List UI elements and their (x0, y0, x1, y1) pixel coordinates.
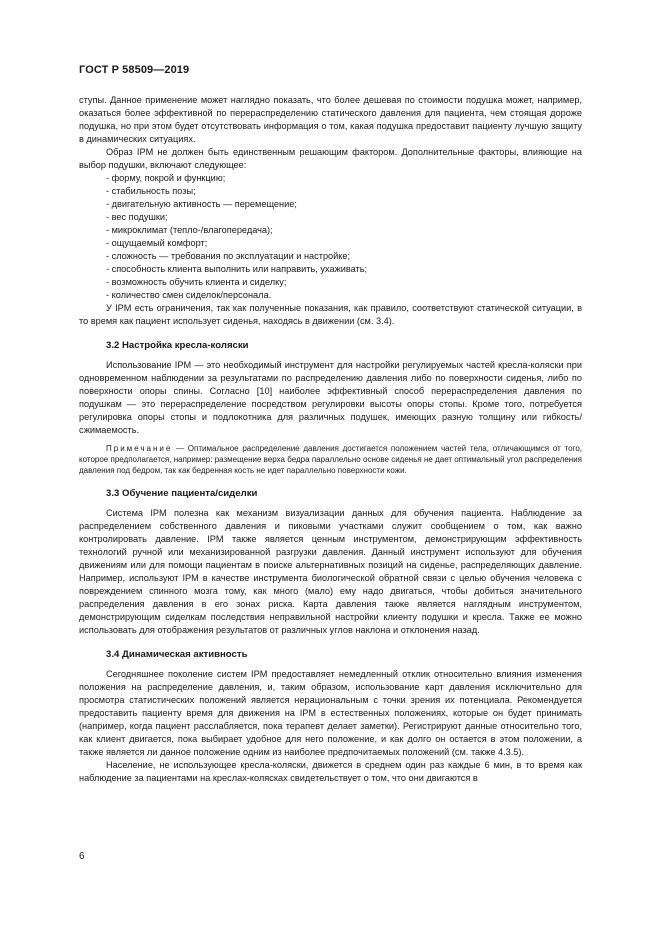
paragraph: Использование IPM — это необходимый инструмент для настройки регулируемых частей кресла-коляски при одновременном наблюдении за результатами по распределению давления либо по поверхности сиденья, либо по поверхности опоры спины. Согласно [10] наиболее эффективный способ перераспределения давления по подушкам — это перераспределение посредством регулировки высоты опоры стопы. Кроме того, потребуется регулировка опоры стопы и подлокотника для различных подушек, имеющих разную толщину или гибкость/сжимаемость. (79, 360, 582, 435)
list-item: - форму, покрой и функцию; (106, 173, 226, 183)
list-item: - стабильность позы; (106, 186, 196, 196)
section-heading: 3.2 Настройка кресла-коляски (106, 340, 249, 351)
list-item: - ощущаемый комфорт; (106, 238, 208, 248)
note-label: Примечание (106, 444, 173, 453)
page-number: 6 (79, 851, 85, 862)
paragraph: У IPM есть ограничения, так как полученные показания, как правило, соответствуют статической ситуации, в то время как пациент использует сиденья, находясь в движении (см. 3.4). (79, 303, 582, 326)
document-header: ГОСТ Р 58509—2019 (79, 64, 190, 76)
section-heading: 3.3 Обучение пациента/сиделки (106, 488, 258, 499)
list-item: - способность клиента выполнить или направить, ухаживать; (106, 264, 368, 274)
paragraph: ступы. Данное применение может наглядно показать, что более дешевая по стоимости подушка может, например, оказаться более эффективной по перераспределению статического давления для пациента, чем стоящая дороже подушка, но при этом будет отсутствовать информация о том, какая подушка предоставит пациенту лучшую защиту в динамических ситуациях. (79, 95, 582, 144)
note-text: — Оптимальное распределение давления достигается положением частей тела, отличающимся от того, которое предполагается, например: размещение верха бедра параллельно основе сиденья не дает оптимальный угол распределения давления под бедром, так как бедренная кость не идет параллельно поверхности кожи. (79, 444, 582, 475)
paragraph: Образ IPM не должен быть единственным решающим фактором. Дополнительные факторы, влияющие на выбор подушки, включают следующее: (79, 147, 582, 170)
paragraph: Население, не использующее кресла-коляски, движется в среднем один раз каждые 6 мин, в то время как наблюдение за пациентами на креслах-колясках свидетельствует о том, что они двигаются в (79, 760, 582, 783)
factor-list (79, 172, 582, 302)
list-item: - вес подушки; (106, 212, 168, 222)
list-item: - сложность — требования по эксплуатации и настройке; (106, 251, 351, 261)
paragraph: Система IPM полезна как механизм визуализации данных для обучения пациента. Наблюдение за распределением собственного давления и пиковыми участками служит сообщением о том, как важно контролировать давление. IPM также является ценным инструментом, демонстрирующим эффективность технологий ручной или механизированной разгрузки давления. Данный инструмент используют для обучения движениям или для помощи пациентам в поиске альтернативных позиций на сиденье, распределяющих давление. Например, используют IPM в качестве инструмента биологической обратной связи с целью обучения человека с повреждением спинного мозга тому, как много (мало) ему надо двигаться, чтобы добиться значительного распределения давления в его зонах риска. Карта давления также является наглядным инструментом, демонстрирующим сиделкам последствия неправильной настройки клиенту подушки и кресла. Также ее можно использовать для отображения результатов от различных углов наклона и отклонения назад. (79, 508, 582, 635)
list-item: - микроклимат (тепло-/влагопередача); (106, 225, 273, 235)
section-heading: 3.4 Динамическая активность (106, 649, 248, 660)
note (79, 443, 582, 476)
list-item: - возможность обучить клиента и сиделку; (106, 277, 287, 287)
paragraph: Сегодняшнее поколение систем IPM предоставляет немедленный отклик относительно влияния изменения положения на распределение давления, и, таким образом, использование карт давления исключительно для просмотра статистических положений является нерациональным с точки зрения их потенциала. Рекомендуется предоставить пациенту время для движения на IPM в естественных положениях, которые он будет принимать (например, когда пациент расслабляется, пока терапевт делает заметки). Регистрируют данные относительно того, как клиент двигается, пока выбирает удобное для него положение, и как долго он остается в этом положении, а также является ли данное положение одним из наиболее предпочитаемых положений (см. также 4.3.5). (79, 669, 582, 757)
list-item: - двигательную активность — перемещение; (106, 199, 297, 209)
document-body (79, 94, 582, 785)
list-item: - количество смен сиделок/персонала. (106, 290, 272, 300)
